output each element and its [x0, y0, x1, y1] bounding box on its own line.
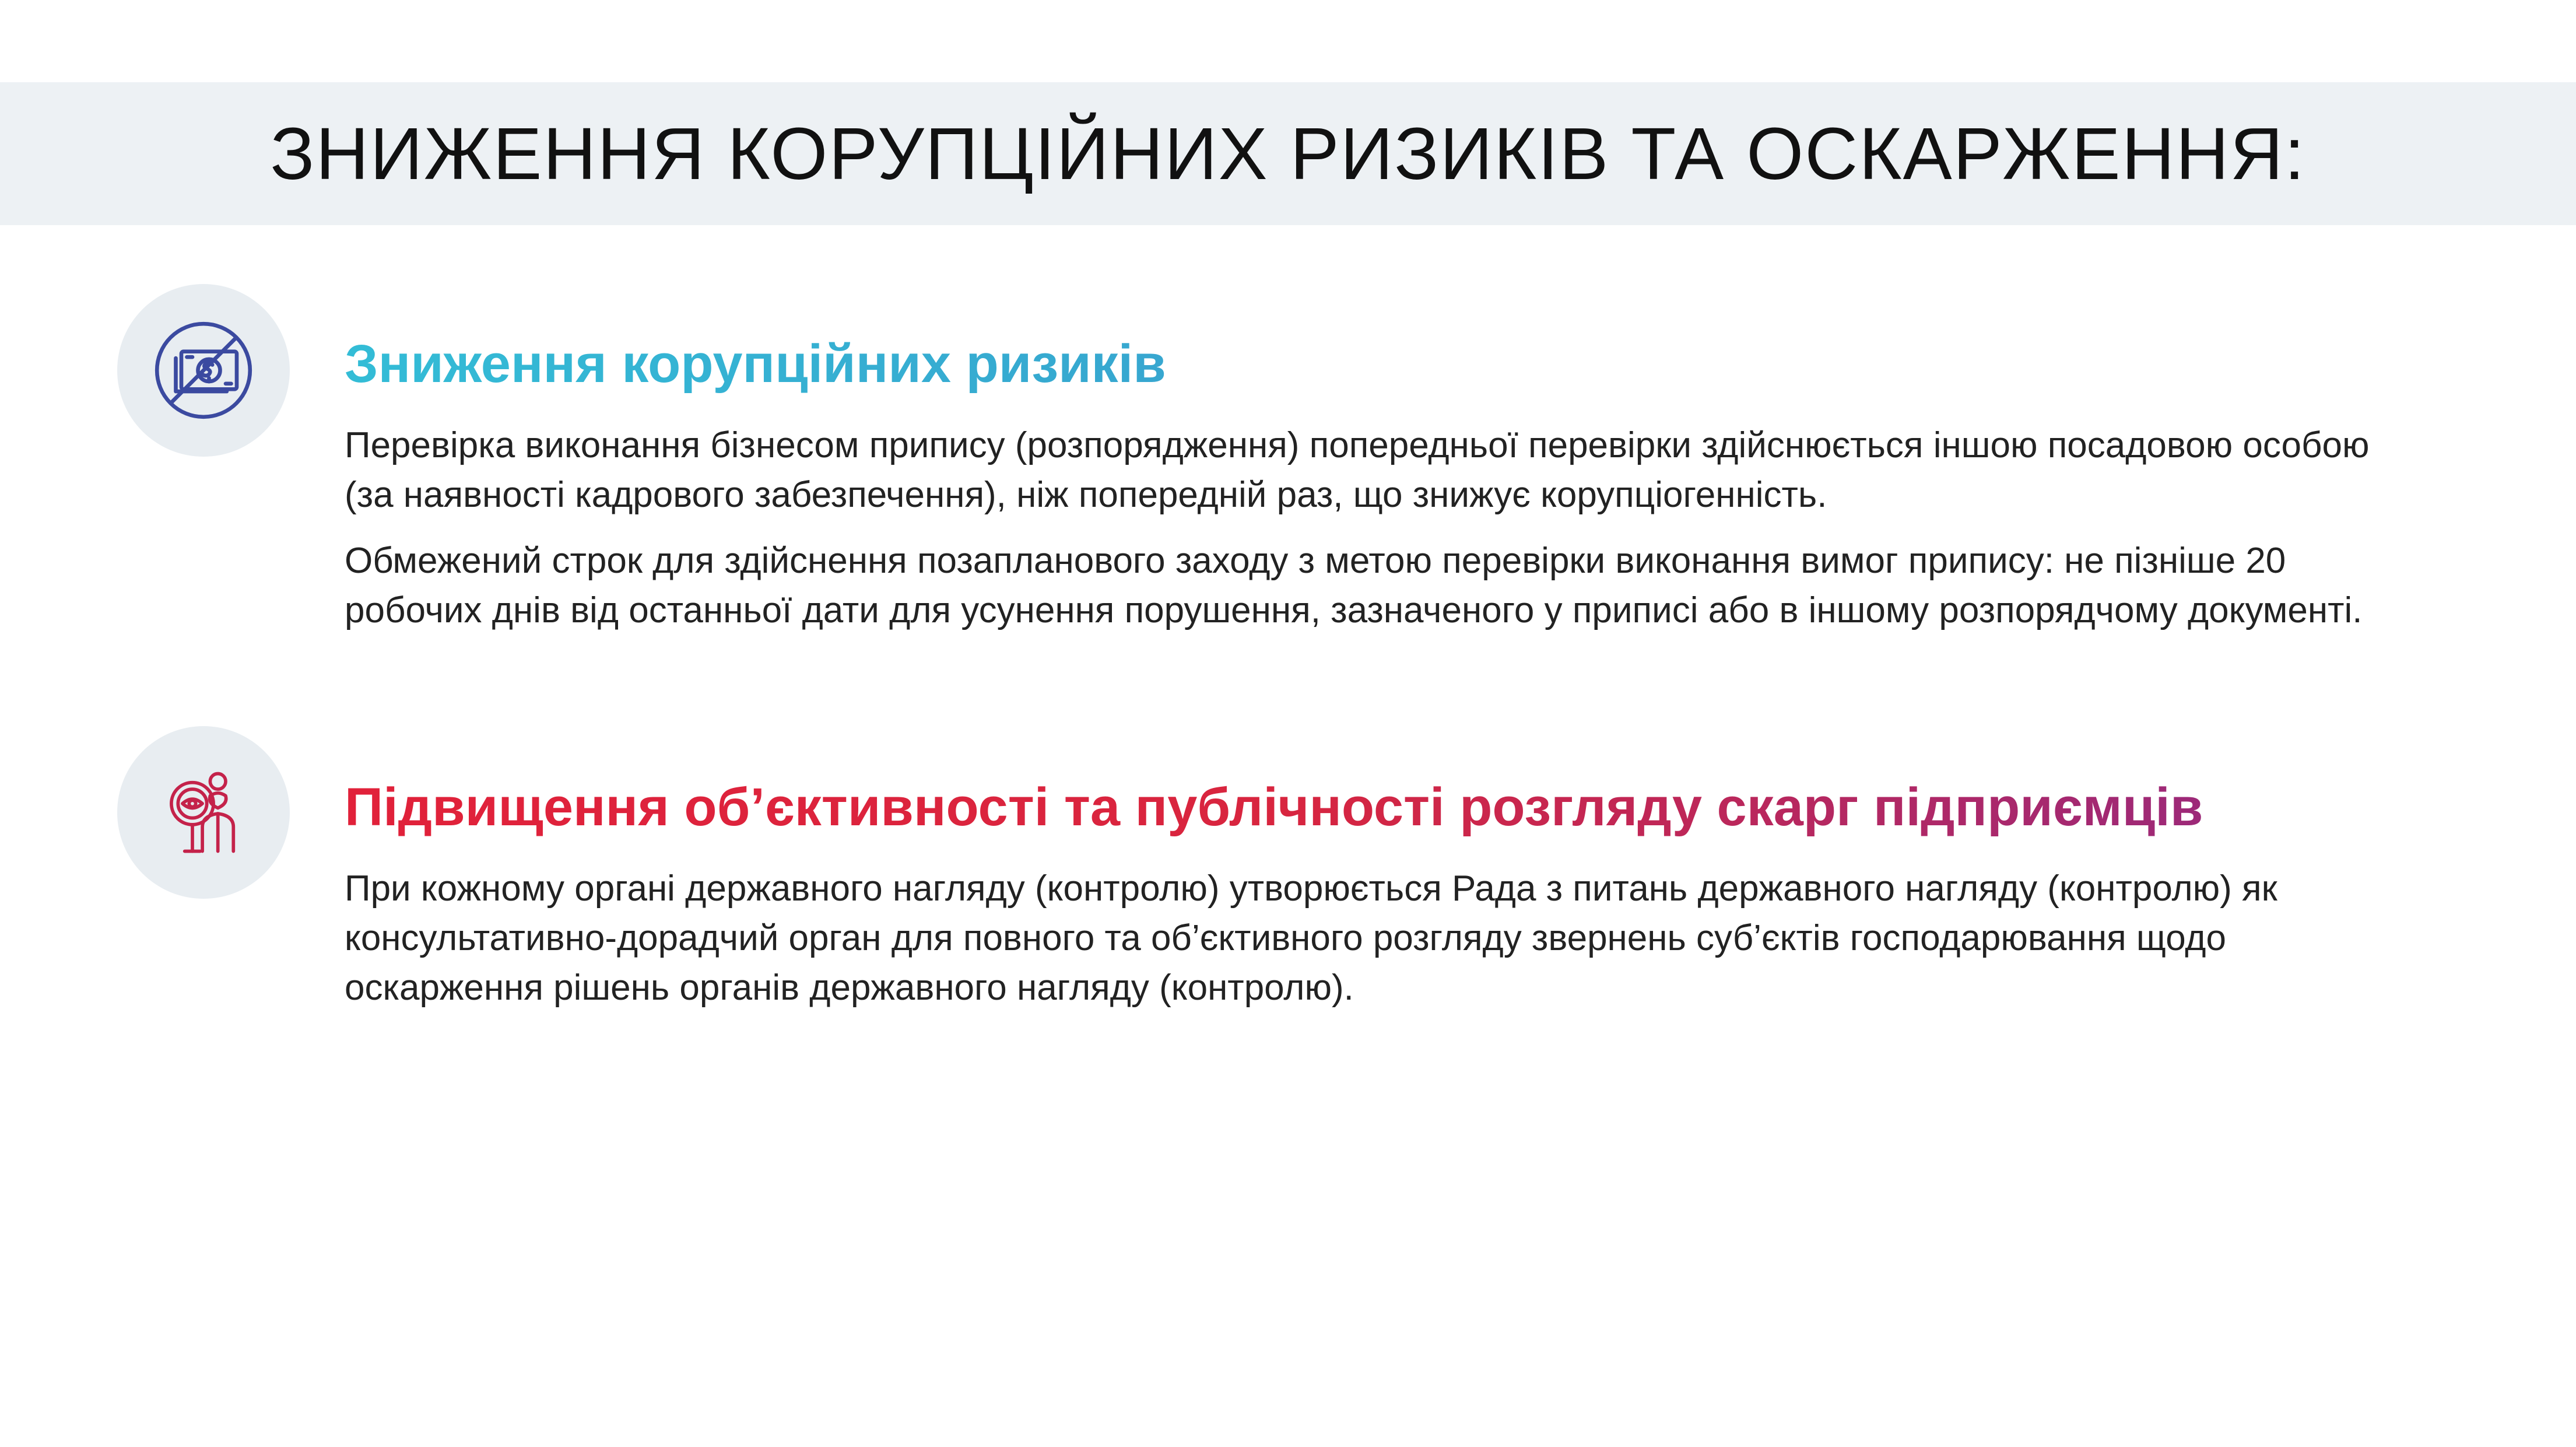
inspector-magnifier-icon: [117, 726, 290, 899]
section-heading: Підвищення об’єктивності та публічності розгляду скарг підприємців: [345, 776, 2426, 839]
no-bribe-money-icon: [117, 284, 290, 457]
section-corruption-risks: [345, 332, 2426, 651]
section-heading: Зниження корупційних ризиків: [345, 332, 2426, 396]
section-paragraph: При кожному органі державного нагляду (контролю) утворюється Рада з питань державного нагляду (контролю) як консультативно-дорадчий орган для повного та об’єктивного розгляду звернень суб’єктів господарювання щодо оскарження рішень органів державного нагляду (контролю).: [345, 868, 2277, 1008]
section-complaints-review: [345, 776, 2426, 1029]
slide-title: ЗНИЖЕННЯ КОРУПЦІЙНИХ РИЗИКІВ ТА ОСКАРЖЕННЯ:: [270, 113, 2306, 195]
title-band: [0, 82, 2576, 225]
section-paragraph: Обмежений строк для здійснення позапланового заходу з метою перевірки виконання вимог припису: не пізніше 20 робочих днів від останньої дати для усунення порушення, зазначеного у приписі або в іншому розпорядчому документі.: [345, 540, 2363, 630]
section-paragraph: Перевірка виконання бізнесом припису (розпорядження) попередньої перевірки здійснюється іншою посадовою особою (за наявності кадрового забезпечення), ніж попередній раз, що знижує корупціогенність.: [345, 425, 2370, 515]
